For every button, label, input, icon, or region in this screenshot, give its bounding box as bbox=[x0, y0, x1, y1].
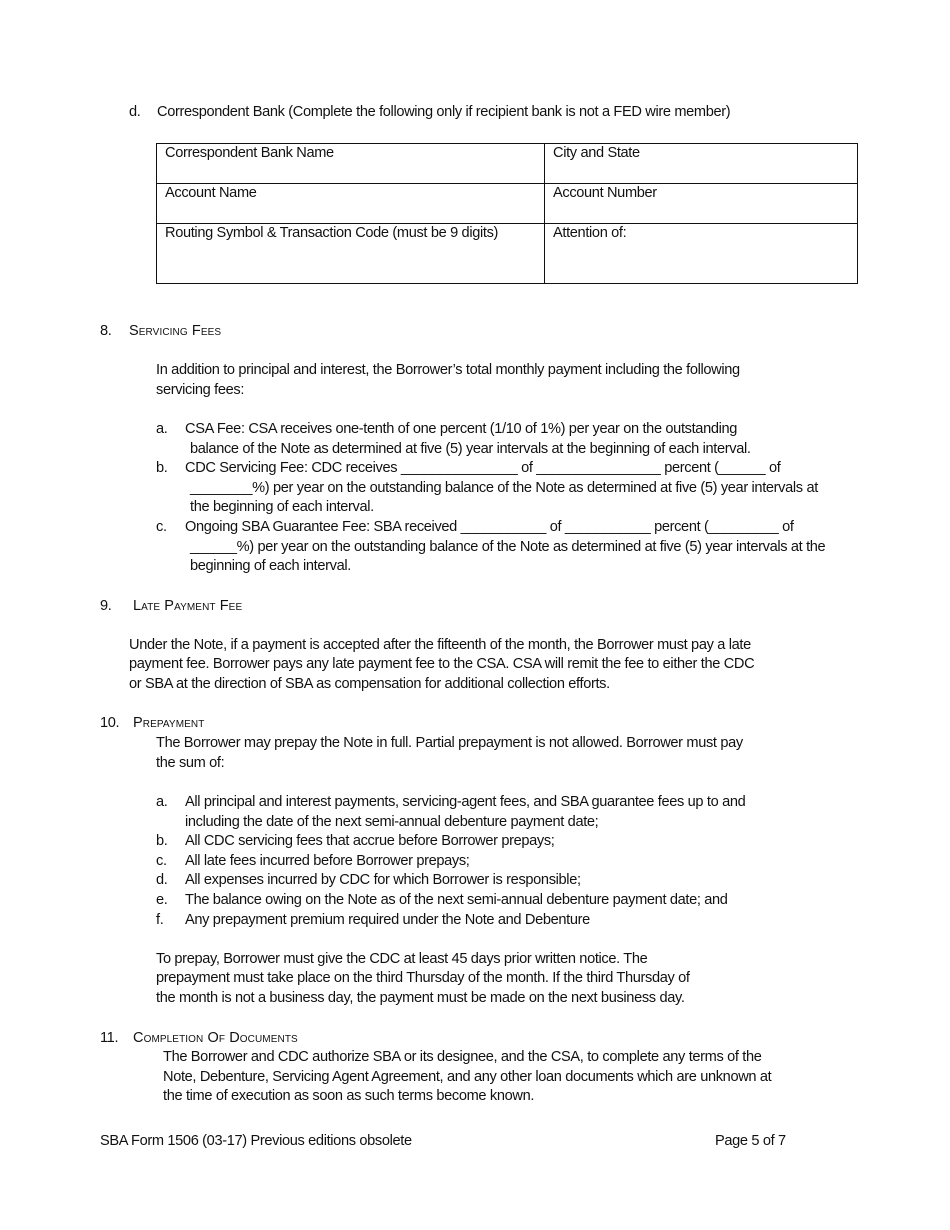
attention-label: Attention of: bbox=[553, 225, 627, 241]
item-d-marker: d. bbox=[129, 104, 141, 120]
s8-item-b-marker: b. bbox=[156, 460, 168, 476]
s10-item-a-line-1: All principal and interest payments, servicing-agent fees, and SBA guarantee fees up to and bbox=[185, 794, 746, 810]
s10-item-a-marker: a. bbox=[156, 794, 168, 810]
s10-item-f-marker: f. bbox=[156, 912, 164, 928]
s8-item-a-line-2: balance of the Note as determined at five (5) year intervals at the beginning of each interval. bbox=[190, 441, 751, 457]
account-number-cell[interactable] bbox=[545, 184, 858, 224]
s8-item-b-line-1: CDC Servicing Fee: CDC receives _______________ of ________________ percent (______ of bbox=[185, 460, 781, 476]
account-number-label: Account Number bbox=[553, 185, 657, 201]
item-d-text: Correspondent Bank (Complete the following only if recipient bank is not a FED wire member) bbox=[157, 104, 731, 120]
s8-item-c-marker: c. bbox=[156, 519, 167, 535]
section-8-number: 8. bbox=[100, 323, 112, 339]
section-10-number: 10. bbox=[100, 715, 120, 731]
section-9-line-3: or SBA at the direction of SBA as compensation for additional collection efforts. bbox=[129, 676, 610, 692]
city-state-label: City and State bbox=[553, 145, 640, 161]
bank-name-label: Correspondent Bank Name bbox=[165, 145, 334, 161]
section-8-heading: Servicing Fees bbox=[129, 323, 222, 339]
section-11-line-2: Note, Debenture, Servicing Agent Agreement, and any other loan documents which are unknown at bbox=[163, 1069, 772, 1085]
s8-item-c-line-2: ______%) per year on the outstanding balance of the Note as determined at five (5) year intervals at the bbox=[190, 539, 826, 555]
s10-item-f-line-1: Any prepayment premium required under the Note and Debenture bbox=[185, 912, 590, 928]
section-10-closing-line-1: To prepay, Borrower must give the CDC at least 45 days prior written notice. The bbox=[156, 951, 648, 967]
s8-item-c-line-1: Ongoing SBA Guarantee Fee: SBA received ___________ of ___________ percent (_________ of bbox=[185, 519, 794, 535]
section-10-intro-line-1: The Borrower may prepay the Note in full. Partial prepayment is not allowed. Borrower must pay bbox=[156, 735, 743, 751]
city-state-cell[interactable] bbox=[545, 144, 858, 184]
routing-label: Routing Symbol & Transaction Code (must be 9 digits) bbox=[165, 225, 499, 241]
s10-item-b-line-1: All CDC servicing fees that accrue before Borrower prepays; bbox=[185, 833, 555, 849]
footer-form-id: SBA Form 1506 (03-17) Previous editions obsolete bbox=[100, 1133, 412, 1149]
section-11-number: 11. bbox=[100, 1030, 119, 1046]
bank-name-cell[interactable] bbox=[157, 144, 545, 184]
attention-cell[interactable] bbox=[545, 224, 858, 284]
s8-item-c-line-3: beginning of each interval. bbox=[190, 558, 351, 574]
s10-item-c-line-1: All late fees incurred before Borrower prepays; bbox=[185, 853, 470, 869]
routing-cell[interactable] bbox=[157, 224, 545, 284]
section-8-intro-line-1: In addition to principal and interest, the Borrower’s total monthly payment including the following bbox=[156, 362, 740, 378]
footer-page-number: Page 5 of 7 bbox=[715, 1133, 786, 1149]
correspondent-bank-table bbox=[156, 143, 858, 284]
s10-item-c-marker: c. bbox=[156, 853, 167, 869]
s10-item-b-marker: b. bbox=[156, 833, 168, 849]
s10-item-d-marker: d. bbox=[156, 872, 168, 888]
section-10-closing-line-2: prepayment must take place on the third Thursday of the month. If the third Thursday of bbox=[156, 970, 690, 986]
account-name-cell[interactable] bbox=[157, 184, 545, 224]
s10-item-a-line-2: including the date of the next semi-annual debenture payment date; bbox=[185, 814, 599, 830]
s8-item-b-line-2: ________%) per year on the outstanding balance of the Note as determined at five (5) year intervals at bbox=[190, 480, 818, 496]
account-name-label: Account Name bbox=[165, 185, 257, 201]
section-10-intro-line-2: the sum of: bbox=[156, 755, 225, 771]
section-11-line-3: the time of execution as soon as such terms become known. bbox=[163, 1088, 535, 1104]
section-9-number: 9. bbox=[100, 598, 112, 614]
section-11-heading: Completion Of Documents bbox=[133, 1030, 298, 1046]
s8-item-b-line-3: the beginning of each interval. bbox=[190, 499, 374, 515]
s8-item-a-marker: a. bbox=[156, 421, 168, 437]
s10-item-e-line-1: The balance owing on the Note as of the next semi-annual debenture payment date; and bbox=[185, 892, 728, 908]
section-9-line-1: Under the Note, if a payment is accepted after the fifteenth of the month, the Borrower must pay a late bbox=[129, 637, 751, 653]
section-10-closing-line-3: the month is not a business day, the payment must be made on the next business day. bbox=[156, 990, 685, 1006]
section-10-heading: Prepayment bbox=[133, 715, 205, 731]
section-9-heading: Late Payment Fee bbox=[133, 598, 243, 614]
s10-item-d-line-1: All expenses incurred by CDC for which Borrower is responsible; bbox=[185, 872, 581, 888]
s10-item-e-marker: e. bbox=[156, 892, 168, 908]
section-9-line-2: payment fee. Borrower pays any late payment fee to the CSA. CSA will remit the fee to either the CDC bbox=[129, 656, 755, 672]
s8-item-a-line-1: CSA Fee: CSA receives one-tenth of one percent (1/10 of 1%) per year on the outstanding bbox=[185, 421, 738, 437]
section-11-line-1: The Borrower and CDC authorize SBA or its designee, and the CSA, to complete any terms of the bbox=[163, 1049, 762, 1065]
section-8-intro-line-2: servicing fees: bbox=[156, 382, 245, 398]
